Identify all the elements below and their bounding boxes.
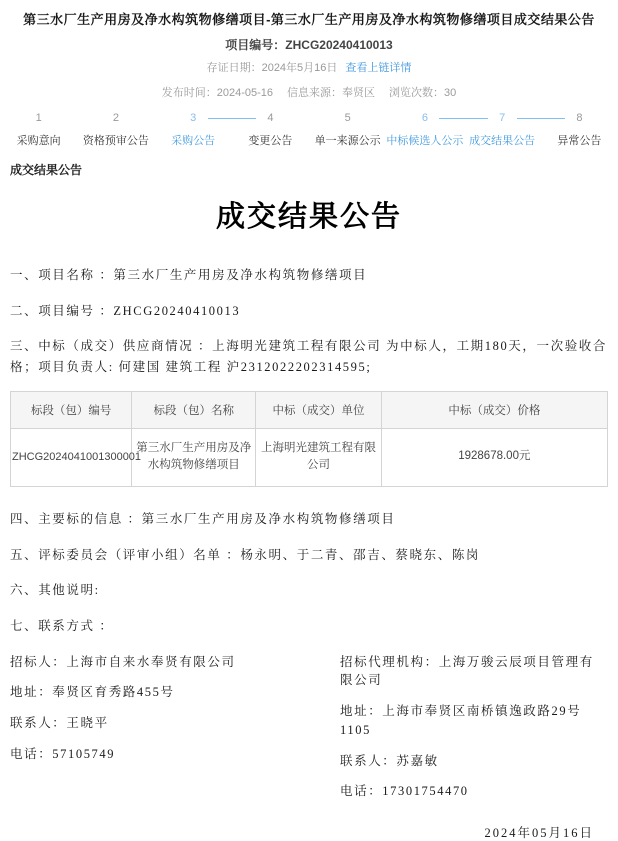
- tenderer-name: 招标人：上海市自来水奉贤有限公司: [10, 654, 236, 669]
- section-project-number: 二、项目编号 ：ZHCG20240410013: [10, 303, 241, 318]
- process-stepper: [0, 111, 618, 153]
- publish-date: 发布时间：2024-05-16: [161, 87, 274, 99]
- step-single-source[interactable]: 5 单一来源公示: [314, 112, 381, 147]
- step-purchase-intent[interactable]: 1 采购意向: [16, 112, 61, 147]
- contact-columns: [10, 653, 608, 814]
- agency-name: 招标代理机构：上海万骏云辰项目管理有限公司: [340, 654, 594, 688]
- col-header-price: 中标（成交）价格: [381, 391, 607, 428]
- info-source: 信息来源：奉贤区: [287, 87, 376, 99]
- section-project-name: 一、项目名称 ：第三水厂生产用房及净水构筑物修缮项目: [10, 268, 368, 282]
- col-header-winner: 中标（成交）单位: [256, 391, 381, 428]
- cell-winner: 上海明光建筑工程有限公司: [256, 428, 381, 487]
- tenderer-address: 地址：奉贤区育秀路455号: [10, 685, 175, 700]
- section-subject-info: 四、主要标的信息 ：第三水厂生产用房及净水构筑物修缮项目: [10, 512, 396, 527]
- project-number: 项目编号：ZHCG20240410013: [225, 38, 393, 52]
- table-header-row: [11, 391, 608, 428]
- cert-date-line: [0, 59, 618, 75]
- section-contact-header: 七、联系方式 ：: [10, 619, 114, 633]
- tenderer-phone: 电话：57105749: [10, 746, 116, 761]
- page-title: 成交结果公告: [215, 201, 402, 233]
- publish-meta-line: [0, 84, 618, 100]
- step-abnormal-notice[interactable]: 8 异常公告: [557, 112, 602, 147]
- section-other-notes: 六、其他说明:: [10, 583, 100, 598]
- agency-address: 地址：上海市奉贤区南桥镇逸政路29号1105: [340, 704, 582, 737]
- col-header-bid-no: 标段（包）编号: [11, 391, 132, 428]
- table-row: [11, 428, 608, 487]
- agency-person: 联系人：苏嘉敏: [340, 753, 439, 768]
- step-candidate-publicity[interactable]: 6 中标候选人公示: [386, 112, 464, 147]
- step-result-announcement[interactable]: 7 成交结果公告: [469, 112, 536, 147]
- step-change-notice[interactable]: 4 变更公告: [248, 112, 293, 147]
- tenderer-person: 联系人：王晓平: [10, 716, 109, 731]
- step-connector-7-8: [517, 118, 565, 119]
- result-table-wrapper: [10, 391, 608, 488]
- result-table: [10, 391, 608, 488]
- breadcrumb: 成交结果公告: [10, 163, 83, 177]
- step-connector-6-7: [439, 118, 487, 119]
- agency-phone: 电话：17301754470: [340, 784, 469, 799]
- step-purchase-notice[interactable]: 3 采购公告: [171, 112, 216, 147]
- view-count: 浏览次数：30: [389, 87, 457, 99]
- col-header-bid-name: 标段（包）名称: [132, 391, 256, 428]
- step-prequalification[interactable]: 2 资格预审公告: [82, 112, 149, 147]
- document-title: 第三水厂生产用房及净水构筑物修缮项目-第三水厂生产用房及净水构筑物修缮项目成交结果公告: [23, 12, 595, 27]
- view-chain-link[interactable]: 查看上链详情: [345, 62, 412, 74]
- tenderer-contact-block: [10, 653, 340, 814]
- agency-contact-block: [340, 653, 598, 814]
- cell-bid-no: ZHCG2024041001300001: [11, 428, 132, 487]
- cert-date: 存证日期：2024年5月16日: [206, 62, 338, 74]
- cell-price: 1928678.00元: [381, 428, 607, 487]
- section-committee-list: 五、评标委员会（评审小组）名单 ：杨永明、于二青、邵吉、蔡晓东、陈岗: [10, 547, 481, 562]
- section-winner-info: 三、中标（成交）供应商情况 ：上海明光建筑工程有限公司 为中标人，工期180天，一次验收合格；项目负责人: 何建国 建筑工程 沪2312022202314595;: [10, 339, 608, 374]
- step-connector-3-4: [208, 118, 256, 119]
- cell-bid-name: 第三水厂生产用房及净水构筑物修缮项目: [132, 428, 256, 487]
- announcement-date: 2024年05月16日: [484, 826, 594, 841]
